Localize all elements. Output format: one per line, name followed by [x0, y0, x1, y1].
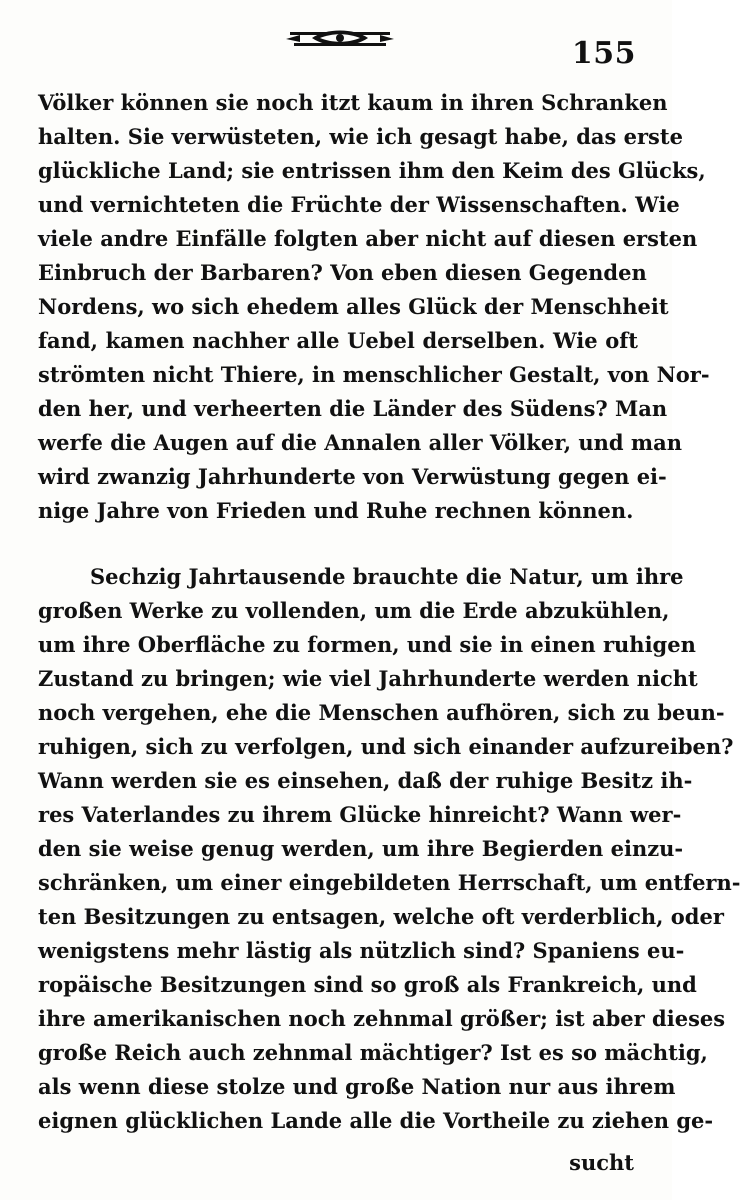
text-line: ruhigen, sich zu verfolgen, und sich einander aufzureiben? [38, 734, 734, 759]
text-line: nige Jahre von Frieden und Ruhe rechnen können. [38, 498, 634, 523]
text-line: Sechzig Jahrtausende brauchte die Natur, um ihre [90, 564, 684, 589]
text-line: werfe die Augen auf die Annalen aller Völker, und man [38, 430, 682, 455]
catchword: sucht [569, 1150, 634, 1175]
text-line: als wenn diese stolze und große Nation nur aus ihrem [38, 1074, 676, 1099]
text-line: wenigstens mehr lästig als nützlich sind? Spaniens eu- [38, 938, 685, 963]
text-line: Wann werden sie es einsehen, daß der ruhige Besitz ih- [38, 768, 693, 793]
text-line: noch vergehen, ehe die Menschen aufhören, sich zu beun- [38, 700, 725, 725]
text-line: halten. Sie verwüsteten, wie ich gesagt habe, das erste [38, 124, 683, 149]
text-line: den sie weise genug werden, um ihre Begierden einzu- [38, 836, 684, 861]
text-line: viele andre Einfälle folgten aber nicht auf diesen ersten [38, 226, 698, 251]
catchword-block [38, 1146, 638, 1180]
text-line: großen Werke zu vollenden, um die Erde abzukühlen, [38, 598, 670, 623]
text-line: Völker können sie noch itzt kaum in ihren Schranken [38, 90, 668, 115]
page-number: 155 [571, 36, 636, 71]
paragraph [38, 560, 740, 1138]
text-line: res Vaterlandes zu ihrem Glücke hinreicht? Wann wer- [38, 802, 682, 827]
text-line: Nordens, wo sich ehedem alles Glück der Menschheit [38, 294, 669, 319]
text-line: große Reich auch zehnmal mächtiger? Ist es so mächtig, [38, 1040, 708, 1065]
text-line: wird zwanzig Jahrhunderte von Verwüstung gegen ei- [38, 464, 667, 489]
text-line: glückliche Land; sie entrissen ihm den Keim des Glücks, [38, 158, 706, 183]
text-line: ten Besitzungen zu entsagen, welche oft verderblich, oder [38, 904, 724, 929]
text-line: ihre amerikanischen noch zehnmal größer; ist aber dieses [38, 1006, 726, 1031]
text-line: um ihre Oberfläche zu formen, und sie in einen ruhigen [38, 632, 696, 657]
text-line: Zustand zu bringen; wie viel Jahrhunderte werden nicht [38, 666, 698, 691]
text-line: schränken, um einer eingebildeten Herrschaft, um entfern- [38, 870, 740, 895]
text-line: fand, kamen nachher alle Uebel derselben. Wie oft [38, 328, 638, 353]
text-line: eignen glücklichen Lande alle die Vortheile zu ziehen ge- [38, 1108, 714, 1133]
text-line: und vernichteten die Früchte der Wissenschaften. Wie [38, 192, 680, 217]
paragraph [38, 86, 710, 528]
decorative-ornament-icon [286, 24, 394, 54]
text-line: Einbruch der Barbaren? Von eben diesen Gegenden [38, 260, 647, 285]
text-line: strömten nicht Thiere, in menschlicher Gestalt, von Nor- [38, 362, 710, 387]
text-line: ropäische Besitzungen sind so groß als Frankreich, und [38, 972, 697, 997]
text-line: den her, und verheerten die Länder des Südens? Man [38, 396, 668, 421]
